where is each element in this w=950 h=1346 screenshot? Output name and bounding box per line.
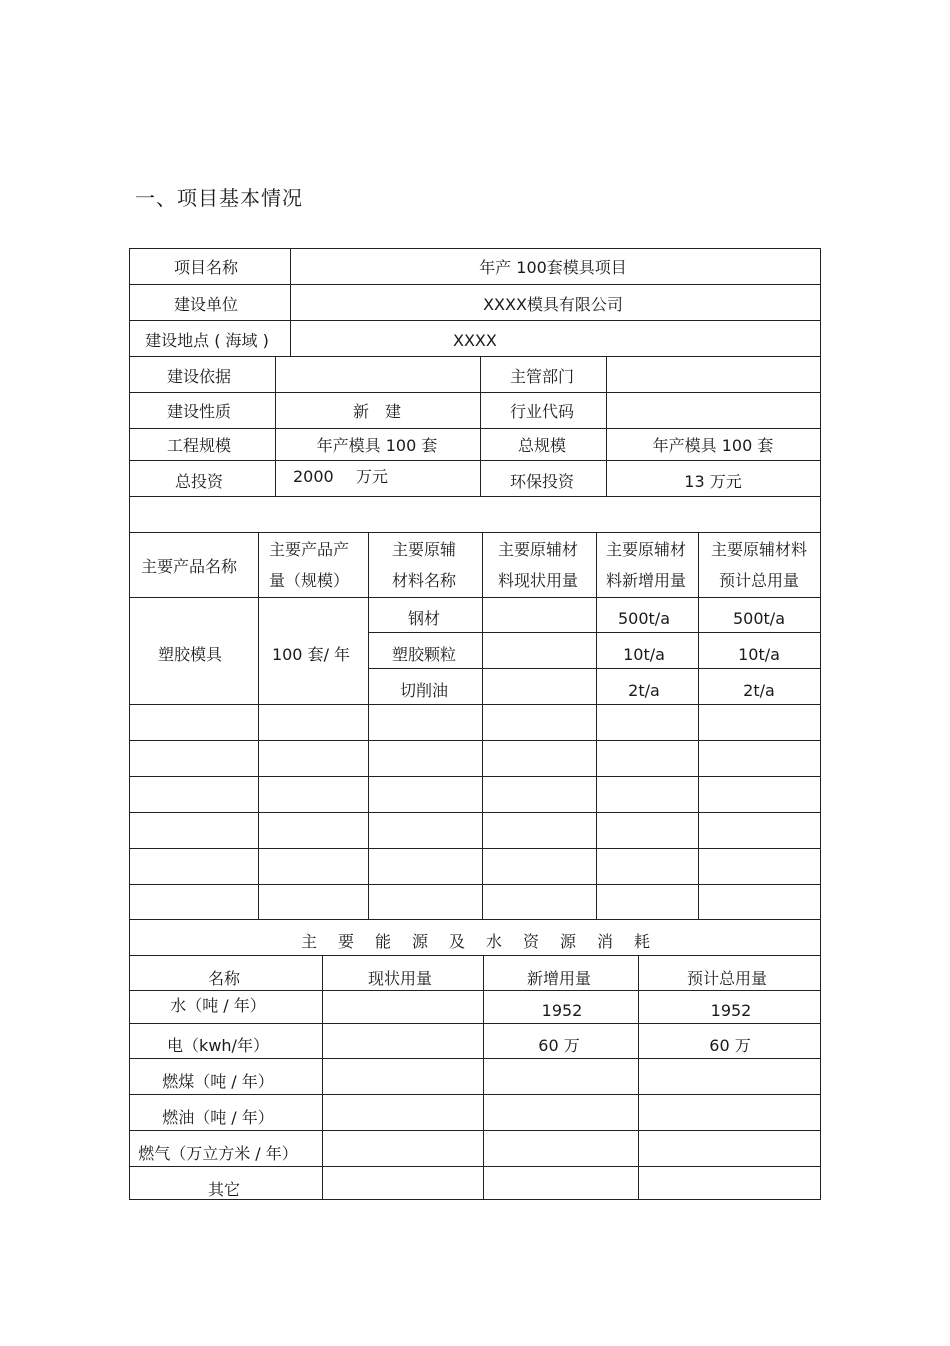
project-name-label: 项目名称 xyxy=(173,258,239,277)
row-divider xyxy=(129,1130,821,1131)
column-divider xyxy=(606,356,607,496)
invest-value: 2000 xyxy=(293,467,334,486)
energy-total: 1952 xyxy=(710,1001,752,1020)
row-divider xyxy=(368,632,821,633)
header-line: 料新增用量 xyxy=(605,571,687,590)
header-line: 主要原辅材 xyxy=(605,540,687,559)
material-total: 10t/a xyxy=(738,645,780,664)
row-divider xyxy=(129,392,821,393)
nature-label: 建设性质 xyxy=(166,402,232,421)
row-divider xyxy=(129,848,821,849)
column-divider xyxy=(322,955,323,1200)
material-new: 10t/a xyxy=(623,645,665,664)
industry-label: 行业代码 xyxy=(509,402,575,421)
energy-total: 60 万 xyxy=(709,1036,751,1055)
material-name: 钢材 xyxy=(407,609,441,628)
unit-label: 建设单位 xyxy=(173,295,239,314)
material-name: 切削油 xyxy=(399,681,449,700)
row-divider xyxy=(129,704,821,705)
header-line: 主要原辅材 xyxy=(497,540,579,559)
energy-header-name: 名称 xyxy=(207,969,241,988)
row-divider xyxy=(129,428,821,429)
header-product-output xyxy=(269,534,349,596)
column-divider xyxy=(368,532,369,919)
row-divider xyxy=(129,532,821,533)
column-divider xyxy=(483,955,484,1200)
invest-unit: 万元 xyxy=(356,467,389,486)
column-divider xyxy=(698,532,699,919)
column-divider xyxy=(638,955,639,1200)
material-name: 塑胶颗粒 xyxy=(391,645,457,664)
row-divider xyxy=(129,955,821,956)
header-material-name xyxy=(392,534,456,596)
row-divider xyxy=(129,597,821,598)
material-new: 2t/a xyxy=(628,681,660,700)
material-new: 500t/a xyxy=(617,609,671,628)
energy-name: 燃煤（吨 / 年） xyxy=(162,1072,274,1091)
row-divider xyxy=(129,1023,821,1024)
header-line: 量（规模） xyxy=(268,571,350,590)
row-divider xyxy=(368,668,821,669)
row-divider xyxy=(129,884,821,885)
total-scale-value: 年产模具 100 套 xyxy=(652,436,774,455)
total-scale-label: 总规模 xyxy=(517,436,567,455)
row-divider xyxy=(129,356,821,357)
env-invest-value: 13 万元 xyxy=(684,472,742,491)
energy-name: 其它 xyxy=(207,1180,241,1199)
row-divider xyxy=(129,460,821,461)
material-total: 2t/a xyxy=(743,681,775,700)
energy-name: 燃油（吨 / 年） xyxy=(162,1108,274,1127)
row-divider xyxy=(129,919,821,920)
energy-header-total: 预计总用量 xyxy=(686,969,768,988)
energy-new: 60 万 xyxy=(538,1036,580,1055)
header-line: 主要原辅材料 xyxy=(710,540,808,559)
scale-value: 年产模具 100 套 xyxy=(316,436,438,455)
energy-header-new: 新增用量 xyxy=(526,969,592,988)
energy-name: 水（吨 / 年） xyxy=(170,996,266,1015)
row-divider xyxy=(129,776,821,777)
product-name: 塑胶模具 xyxy=(157,645,223,664)
row-divider xyxy=(129,496,821,497)
header-line: 材料名称 xyxy=(391,571,457,590)
row-divider xyxy=(129,1094,821,1095)
nature-value: 新 建 xyxy=(352,402,402,421)
energy-section-title: 主要能源及水资源消耗 xyxy=(300,932,672,951)
energy-new: 1952 xyxy=(541,1001,583,1020)
row-divider xyxy=(129,1058,821,1059)
basis-label: 建设依据 xyxy=(166,367,232,386)
column-divider xyxy=(258,532,259,919)
site-value: XXXX xyxy=(453,331,497,350)
row-divider xyxy=(129,1166,821,1167)
column-divider xyxy=(482,532,483,919)
row-divider xyxy=(129,740,821,741)
energy-name: 电（kwh/年） xyxy=(167,1036,269,1055)
unit-value: XXXX模具有限公司 xyxy=(483,295,623,314)
row-divider xyxy=(129,812,821,813)
row-divider xyxy=(129,990,821,991)
header-line: 主要产品产 xyxy=(268,540,350,559)
header-material-total xyxy=(711,534,807,596)
column-divider xyxy=(275,356,276,496)
header-material-new xyxy=(606,534,686,596)
project-name-value: 年产 100套模具项目 xyxy=(479,258,627,277)
header-line: 预计总用量 xyxy=(718,571,800,590)
row-divider xyxy=(129,320,821,321)
material-total: 500t/a xyxy=(732,609,786,628)
site-label: 建设地点 ( 海域 ) xyxy=(145,331,269,350)
column-divider xyxy=(596,532,597,919)
section-title: 一、项目基本情况 xyxy=(135,186,303,210)
header-product-name: 主要产品名称 xyxy=(140,557,238,576)
scale-label: 工程规模 xyxy=(166,436,232,455)
env-invest-label: 环保投资 xyxy=(509,472,575,491)
row-divider xyxy=(129,284,821,285)
column-divider xyxy=(290,248,291,356)
header-line: 料现状用量 xyxy=(497,571,579,590)
energy-header-current: 现状用量 xyxy=(367,969,433,988)
header-line: 主要原辅 xyxy=(391,540,457,559)
invest-label: 总投资 xyxy=(174,472,224,491)
energy-name: 燃气（万立方米 / 年） xyxy=(138,1144,298,1163)
column-divider xyxy=(480,356,481,496)
product-output: 100 套/ 年 xyxy=(271,645,351,664)
dept-label: 主管部门 xyxy=(509,367,575,386)
header-material-current xyxy=(498,534,578,596)
